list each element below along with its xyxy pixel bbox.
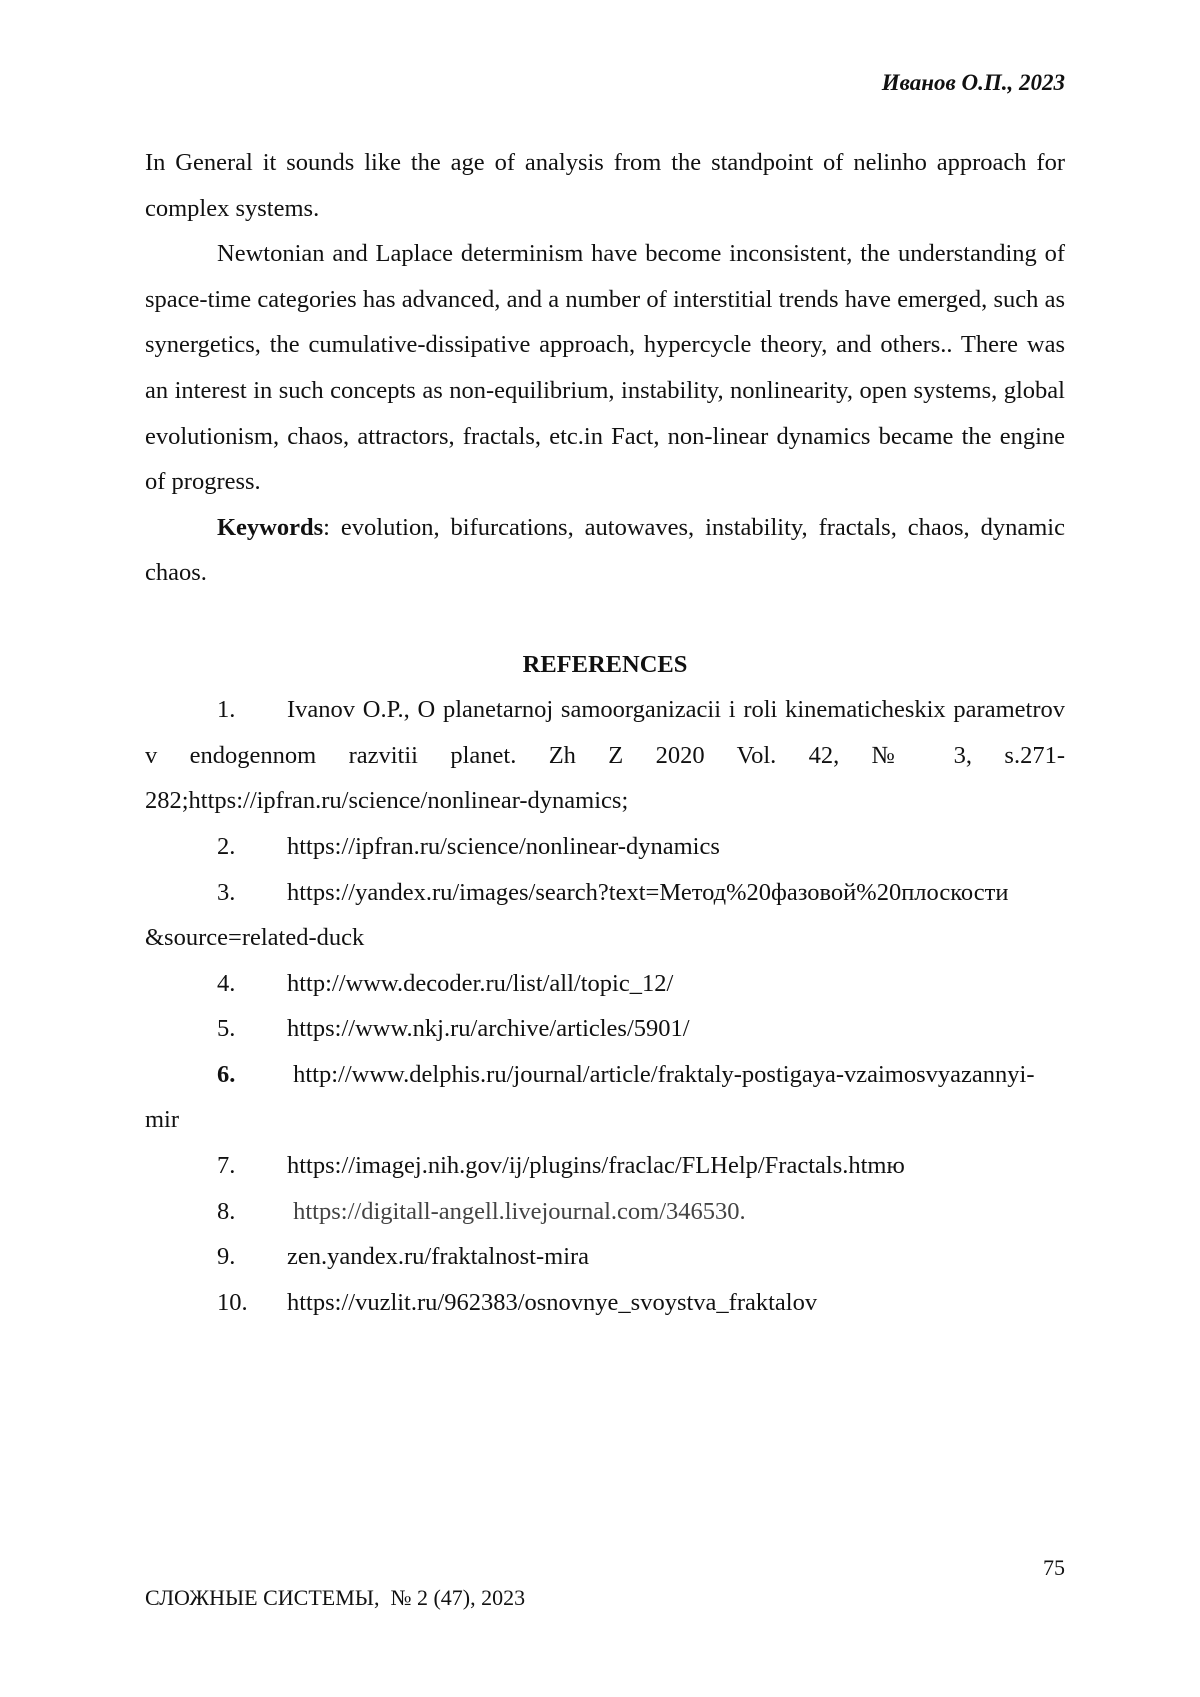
reference-text[interactable]: http://www.delphis.ru/journal/article/fraktaly-postigaya-vzaimosvyazannyi-mir <box>145 1061 1034 1134</box>
reference-number: 8. <box>217 1189 287 1235</box>
reference-number: 6. <box>217 1052 287 1098</box>
reference-number: 10. <box>217 1280 287 1326</box>
reference-number: 2. <box>217 824 287 870</box>
reference-text[interactable]: https://yandex.ru/images/search?text=Метод%20фазовой%20плоскости &source=related-duck <box>145 879 1008 952</box>
reference-item <box>145 1006 1065 1052</box>
reference-text: Ivanov O.P., O planetarnoj samoorganizacii i roli kinematicheskix parametrov v endogennom razvitii planet. Zh Z 2020 Vol. 42, № 3, s.271-282;https://ipfran.ru/science/nonlinear-dynamics; <box>145 696 1065 814</box>
reference-number: 5. <box>217 1006 287 1052</box>
reference-item <box>145 1280 1065 1326</box>
reference-number: 7. <box>217 1143 287 1189</box>
body-paragraph: Newtonian and Laplace determinism have become inconsistent, the understanding of space-time categories has advanced, and a number of interstitial trends have emerged, such as synergetics, the cumulative-dissipative approach, hypercycle theory, and others.. There was an interest in such concepts as non-equilibrium, instability, nonlinearity, open systems, global evolutionism, chaos, attractors, fractals, etc.in Fact, non-linear dynamics became the engine of progress. <box>145 231 1065 505</box>
body-paragraph: In General it sounds like the age of analysis from the standpoint of nelinho approach for complex systems. <box>145 140 1065 231</box>
keywords-label: Keywords <box>217 514 323 541</box>
reference-item <box>145 1189 1065 1235</box>
reference-text[interactable]: https://imagej.nih.gov/ij/plugins/fraclac/FLHelp/Fractals.htmю <box>287 1152 905 1179</box>
reference-number: 4. <box>217 961 287 1007</box>
reference-list <box>145 687 1065 1325</box>
references-title: REFERENCES <box>145 642 1065 688</box>
reference-item <box>145 961 1065 1007</box>
reference-text[interactable]: zen.yandex.ru/fraktalnost-mira <box>287 1243 589 1270</box>
reference-item <box>145 870 1065 961</box>
reference-text[interactable]: https://vuzlit.ru/962383/osnovnye_svoystva_fraktalov <box>287 1289 817 1316</box>
reference-number: 9. <box>217 1234 287 1280</box>
reference-item <box>145 1052 1065 1143</box>
reference-item <box>145 1234 1065 1280</box>
reference-text[interactable]: http://www.decoder.ru/list/all/topic_12/ <box>287 970 673 997</box>
keywords-text: : evolution, bifurcations, autowaves, instability, fractals, chaos, dynamic chaos. <box>145 514 1065 587</box>
reference-number: 3. <box>217 870 287 916</box>
reference-number: 1. <box>217 687 287 733</box>
reference-text[interactable]: https://www.nkj.ru/archive/articles/5901/ <box>287 1015 690 1042</box>
reference-item <box>145 1143 1065 1189</box>
reference-text[interactable]: https://digitall-angell.livejournal.com/346530. <box>287 1198 746 1225</box>
page-body <box>145 140 1065 1325</box>
running-head: Иванов О.П., 2023 <box>882 70 1065 96</box>
keywords-paragraph <box>145 505 1065 596</box>
reference-item <box>145 687 1065 824</box>
reference-text[interactable]: https://ipfran.ru/science/nonlinear-dynamics <box>287 833 720 860</box>
page-number: 75 <box>1043 1555 1065 1581</box>
journal-footer: СЛОЖНЫЕ СИСТЕМЫ, № 2 (47), 2023 <box>145 1585 525 1611</box>
reference-item <box>145 824 1065 870</box>
